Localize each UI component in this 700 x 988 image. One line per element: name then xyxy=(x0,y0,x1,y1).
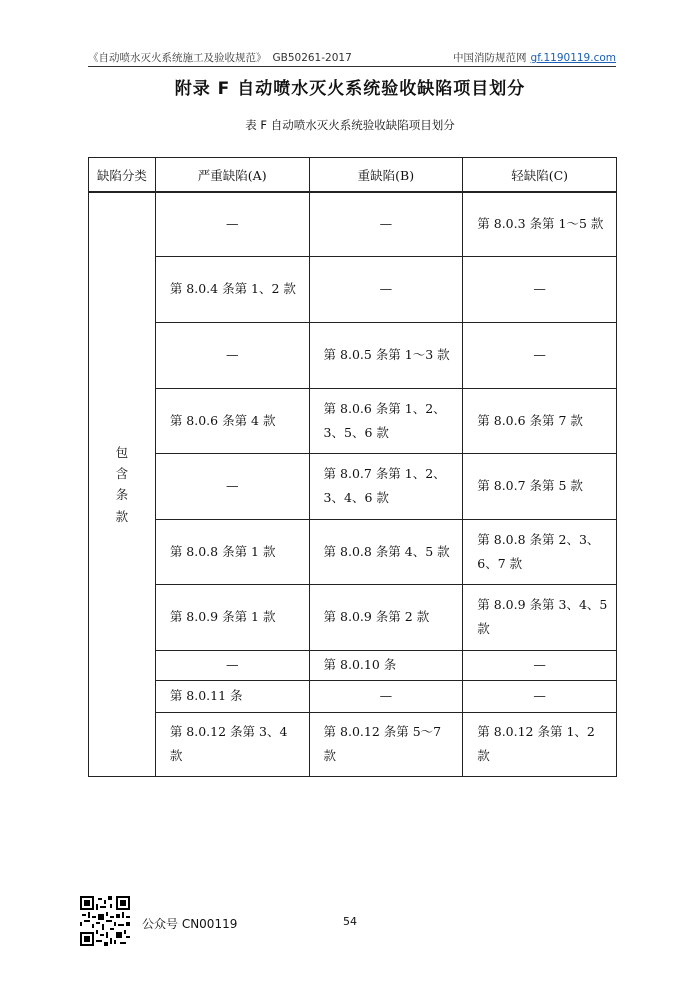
cell-critical: 第 8.0.6 条第 4 款 xyxy=(155,388,309,453)
cell-major: 第 8.0.9 条第 2 款 xyxy=(309,584,463,650)
header-right xyxy=(453,50,616,65)
cell-minor: 第 8.0.3 条第 1～5 款 xyxy=(463,192,617,256)
cell-critical: — xyxy=(155,192,309,256)
cell-major: 第 8.0.6 条第 1、2、3、5、6 款 xyxy=(309,388,463,453)
cell-critical: 第 8.0.4 条第 1、2 款 xyxy=(155,256,309,322)
cell-major: — xyxy=(309,680,463,712)
header-defect-category: 缺陷分类 xyxy=(89,158,156,193)
table-header-row xyxy=(89,158,617,193)
header-site-link[interactable]: gf.1190119.com xyxy=(530,52,616,64)
cell-major: 第 8.0.12 条第 5～7 款 xyxy=(309,712,463,776)
cell-critical: — xyxy=(155,650,309,680)
table-caption: 表 F 自动喷水灭火系统验收缺陷项目划分 xyxy=(245,118,455,132)
table-row xyxy=(89,453,617,519)
header-critical-defect: 严重缺陷(A) xyxy=(155,158,309,193)
cell-minor: — xyxy=(463,256,617,322)
header-major-defect: 重缺陷(B) xyxy=(309,158,463,193)
table-row xyxy=(89,519,617,584)
header-left xyxy=(88,50,352,65)
running-header xyxy=(88,50,616,67)
category-char: 条 xyxy=(115,487,129,503)
cell-minor: 第 8.0.9 条第 3、4、5 款 xyxy=(463,584,617,650)
cell-critical: 第 8.0.11 条 xyxy=(155,680,309,712)
cell-major: — xyxy=(309,256,463,322)
table-row xyxy=(89,584,617,650)
appendix-title: 附录 F 自动喷水灭火系统验收缺陷项目划分 xyxy=(174,79,526,99)
page-number: 54 xyxy=(343,915,357,928)
cell-minor: — xyxy=(463,680,617,712)
header-site-name: 中国消防规范网 xyxy=(453,52,527,64)
cell-major: — xyxy=(309,192,463,256)
table-row xyxy=(89,650,617,680)
table-row xyxy=(89,322,617,388)
cell-critical: 第 8.0.9 条第 1 款 xyxy=(155,584,309,650)
cell-minor: — xyxy=(463,650,617,680)
cell-minor: 第 8.0.7 条第 5 款 xyxy=(463,453,617,519)
cell-minor: — xyxy=(463,322,617,388)
cell-major: 第 8.0.8 条第 4、5 款 xyxy=(309,519,463,584)
table-row xyxy=(89,712,617,776)
table-row xyxy=(89,256,617,322)
table-row xyxy=(89,192,617,256)
defect-classification-table xyxy=(88,157,617,777)
cell-critical: — xyxy=(155,322,309,388)
header-minor-defect: 轻缺陷(C) xyxy=(463,158,617,193)
category-label-cell xyxy=(89,192,156,776)
wechat-account-label: 公众号 CN00119 xyxy=(142,917,238,931)
cell-critical: 第 8.0.12 条第 3、4 款 xyxy=(155,712,309,776)
cell-minor: 第 8.0.12 条第 1、2 款 xyxy=(463,712,617,776)
category-char: 款 xyxy=(115,508,129,524)
category-char: 含 xyxy=(115,466,129,481)
category-char: 包 xyxy=(115,444,129,460)
table-row xyxy=(89,388,617,453)
cell-minor: 第 8.0.8 条第 2、3、6、7 款 xyxy=(463,519,617,584)
cell-minor: 第 8.0.6 条第 7 款 xyxy=(463,388,617,453)
cell-major: 第 8.0.10 条 xyxy=(309,650,463,680)
cell-major: 第 8.0.5 条第 1～3 款 xyxy=(309,322,463,388)
table-row xyxy=(89,680,617,712)
cell-critical: 第 8.0.8 条第 1 款 xyxy=(155,519,309,584)
header-standard-code: GB50261-2017 xyxy=(272,52,352,64)
cell-major: 第 8.0.7 条第 1、2、3、4、6 款 xyxy=(309,453,463,519)
cell-critical: — xyxy=(155,453,309,519)
header-book-title: 《自动喷水灭火系统施工及验收规范》 xyxy=(88,52,267,64)
